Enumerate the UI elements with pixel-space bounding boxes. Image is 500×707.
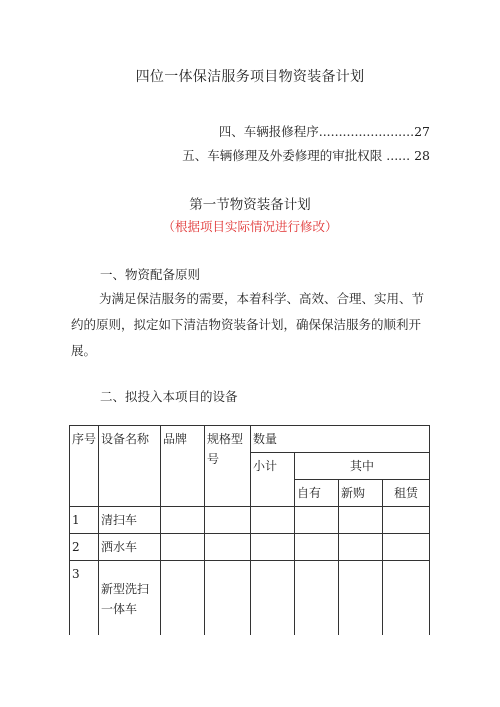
- cell-brand: [161, 507, 205, 534]
- cell-new-buy: [339, 507, 383, 534]
- heading-equipment: 二、拟投入本项目的设备: [100, 389, 238, 404]
- cell-seq: 3: [70, 561, 99, 635]
- table-row: [70, 507, 430, 534]
- cell-name: 新型洗扫一体车: [99, 561, 161, 635]
- cell-name: 洒水车: [99, 534, 161, 561]
- cell-model: [205, 561, 251, 635]
- cell-own: [295, 561, 339, 635]
- header-name: 设备名称: [99, 426, 161, 507]
- toc-entry-page: 28: [414, 148, 430, 163]
- cell-seq: 2: [70, 534, 99, 561]
- cell-seq: 1: [70, 507, 99, 534]
- header-brand: 品牌: [161, 426, 205, 507]
- cell-new-buy: [339, 534, 383, 561]
- toc-entry-text: 五、车辆修理及外委修理的审批权限: [182, 148, 383, 163]
- section-title: 第一节物资装备计划: [189, 197, 311, 213]
- cell-own: [295, 534, 339, 561]
- cell-brand: [161, 534, 205, 561]
- header-new-buy: 新购: [339, 480, 383, 507]
- cell-model: [205, 507, 251, 534]
- paragraph-text: 为满足保洁服务的需要，本着科学、高效、合理、实用、节约的原则，拟定如下清洁物资装备计划，确保保洁服务的顺利开展。: [71, 291, 425, 358]
- cell-lease: [383, 534, 430, 561]
- cell-subtotal: [251, 507, 295, 534]
- table-row: [70, 561, 430, 635]
- equipment-table: [69, 425, 430, 635]
- paragraph-principle: [71, 286, 431, 364]
- table-header-row: [70, 426, 430, 453]
- toc-entry[interactable]: [182, 146, 430, 164]
- header-of-which: 其中: [295, 453, 430, 480]
- heading-materials-principle: 一、物资配备原则: [100, 267, 201, 282]
- toc-entry-dots: ......: [386, 148, 411, 163]
- cell-brand: [161, 561, 205, 635]
- header-model: 规格型号: [205, 426, 251, 507]
- toc-entry[interactable]: [219, 122, 430, 140]
- header-own: 自有: [295, 480, 339, 507]
- cell-subtotal: [251, 534, 295, 561]
- document-title: 四位一体保洁服务项目物资装备计划: [135, 69, 365, 85]
- header-subtotal: 小计: [251, 453, 295, 507]
- cell-lease: [383, 507, 430, 534]
- cell-new-buy: [339, 561, 383, 635]
- header-lease: 租赁: [383, 480, 430, 507]
- header-quantity: 数量: [251, 426, 430, 453]
- cell-own: [295, 507, 339, 534]
- cell-model: [205, 534, 251, 561]
- table-row: [70, 534, 430, 561]
- toc-entry-dots: ........................: [318, 124, 415, 139]
- toc-entry-page: 27: [414, 124, 430, 139]
- cell-subtotal: [251, 561, 295, 635]
- cell-name: 清扫车: [99, 507, 161, 534]
- header-seq: 序号: [70, 426, 99, 507]
- cell-lease: [383, 561, 430, 635]
- toc-entry-text: 四、车辆报修程序: [218, 124, 319, 139]
- section-note: （根据项目实际情况进行修改）: [162, 219, 338, 234]
